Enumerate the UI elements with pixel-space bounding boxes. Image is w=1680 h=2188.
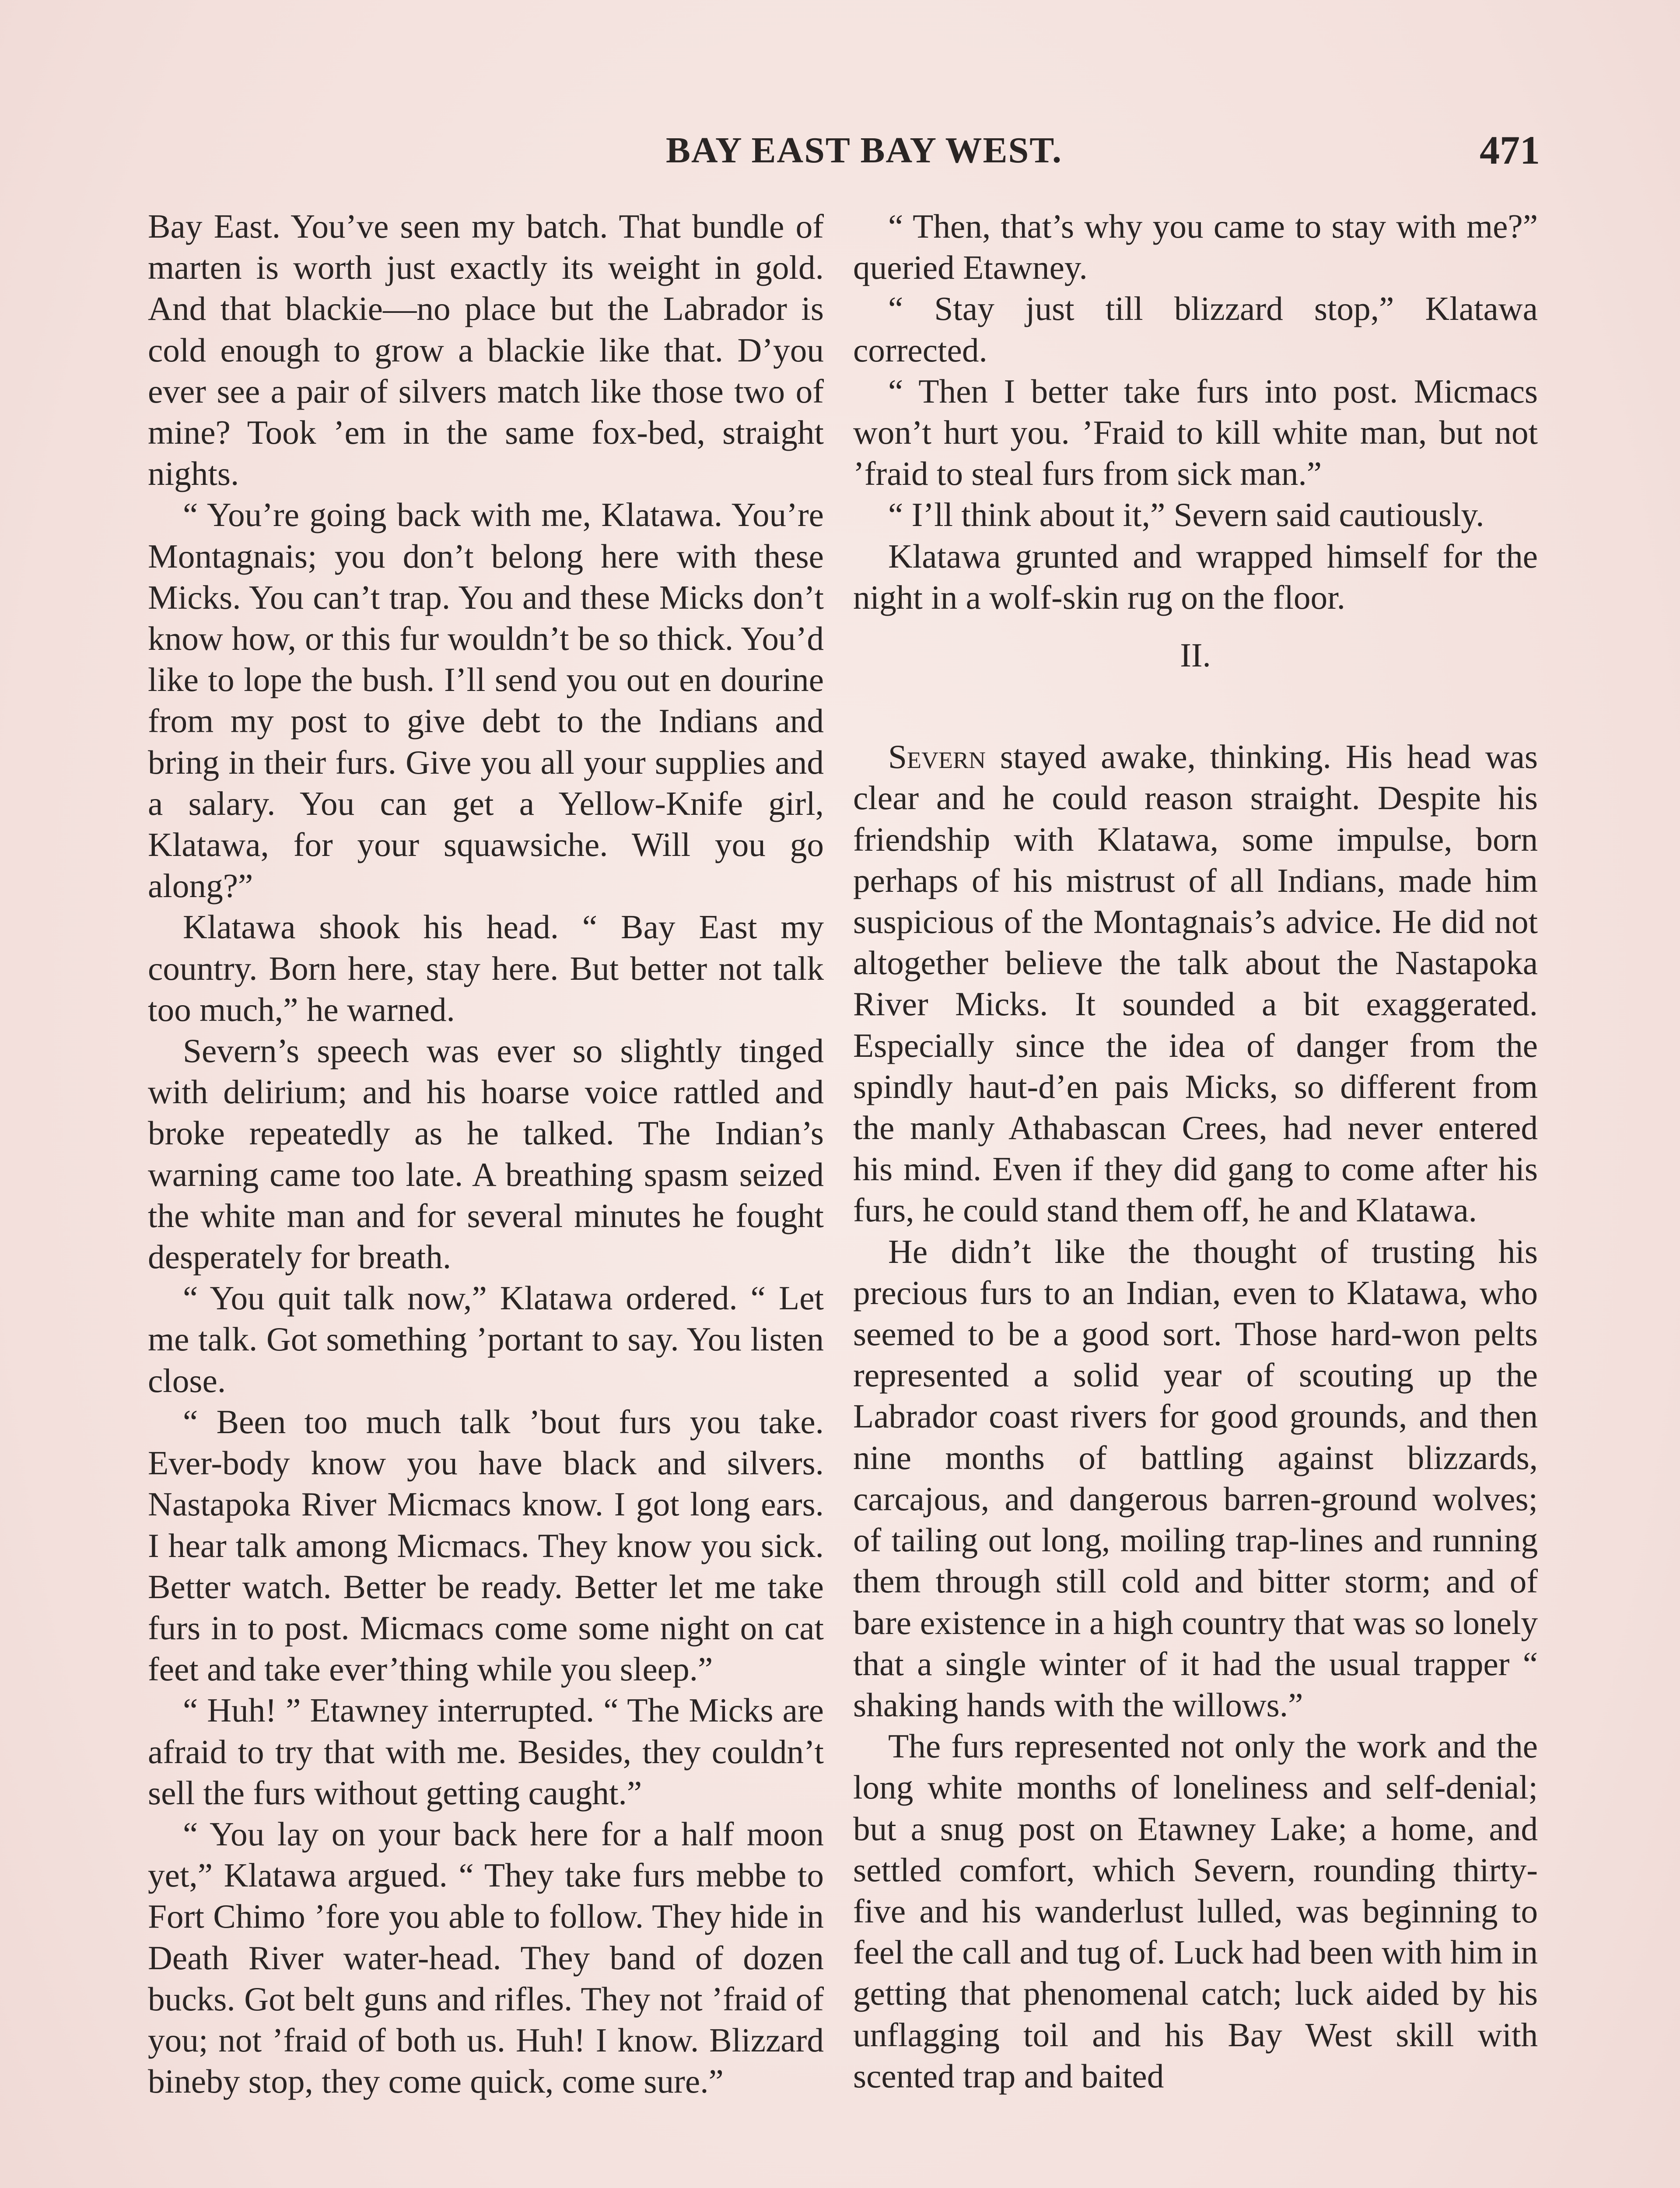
paragraph: Severn’s speech was ever so slightly tinged with delirium; and his hoarse voice rattled and broke repeatedly as he talked. The Indian’s warning came too late. A breathing spasm seized the white man and for several minutes he fought desperately for breath.: [148, 1032, 824, 1276]
paragraph: [853, 736, 1538, 1231]
paragraph: “ You quit talk now,” Klatawa ordered. “ Let me talk. Got something ’portant to say. You listen close.: [148, 1279, 824, 1399]
lead-word: Severn: [888, 738, 986, 776]
paragraph: “ Huh! ” Etawney interrupted. “ The Micks are afraid to try that with me. Besides, they couldn’t sell the furs without getting caught.”: [148, 1691, 824, 1812]
page-number: 471: [1480, 128, 1540, 172]
paragraph: Klatawa shook his head. “ Bay East my country. Born here, stay here. But better not talk too much,” he warned.: [148, 908, 824, 1028]
paragraph: The furs represented not only the work and the long white months of loneliness and self-denial; but a snug post on Etawney Lake; a home, and settled comfort, which Severn, rounding thirty-five and his wanderlust lulled, was beginning to feel the call and tug of. Luck had been with him in getting that phenomenal catch; luck aided by his unflagging toil and his Bay West skill with scented trap and baited: [853, 1727, 1538, 2095]
paragraph: “ Then, that’s why you came to stay with me?” queried Etawney.: [853, 207, 1538, 287]
paragraph: “ You’re going back with me, Klatawa. You’re Montagnais; you don’t belong here with these Micks. You can’t trap. You and these Micks don’t know how, or this fur wouldn’t be so thick. You’d like to lope the bush. I’ll send you out en dourine from my post to give debt to the Indians and bring in their furs. Give you all your supplies and a salary. You can get a Yellow-Knife girl, Klatawa, for your squawsiche. Will you go along?”: [148, 496, 824, 905]
paragraph: “ You lay on your back here for a half moon yet,” Klatawa argued. “ They take furs mebbe to Fort Chimo ’fore you able to follow. They hide in Death River water-head. They band of dozen bucks. Got belt guns and rifles. They not ’fraid of you; not ’fraid of both us. Huh! I know. Blizzard bineby stop, they come quick, come sure.”: [148, 1815, 824, 2100]
paragraph: “ Been too much talk ’bout furs you take. Ever-body know you have black and silvers. Nastapoka River Micmacs know. I got long ears. I hear talk among Micmacs. They know you sick. Better watch. Better be ready. Better let me take furs in to post. Micmacs come some night on cat feet and take ever’thing while you sleep.”: [148, 1403, 824, 1688]
paragraph: Bay East. You’ve seen my batch. That bundle of marten is worth just exactly its weight in gold. And that blackie—no place but the Labrador is cold enough to grow a blackie like that. D’you ever see a pair of silvers match like those two of mine? Took ’em in the same fox-bed, straight nights.: [148, 207, 824, 493]
paragraph: “ Stay just till blizzard stop,” Klatawa corrected.: [853, 290, 1538, 369]
paragraph: “ I’ll think about it,” Severn said cautiously.: [888, 496, 1484, 534]
right-column: [853, 206, 1538, 2097]
paragraph: “ Then I better take furs into post. Micmacs won’t hurt you. ’Fraid to kill white man, but not ’fraid to steal furs from sick man.”: [853, 372, 1538, 493]
running-header: BAY EAST BAY WEST.: [666, 130, 1062, 171]
paragraph: Klatawa grunted and wrapped himself for the night in a wolf-skin rug on the floor.: [853, 537, 1538, 616]
paragraph-text: stayed awake, thinking. His head was clear and he could reason straight. Despite his friendship with Klatawa, some impulse, born perhaps of his mistrust of all Indians, made him suspicious of the Montagnais’s advice. He did not altogether believe the talk about the Nastapoka River Micks. It sounded a bit exaggerated. Especially since the idea of danger from the spindly haut-d’en pais Micks, so different from the manly Athabascan Crees, had never entered his mind. Even if they did gang to come after his furs, he could stand them off, he and Klatawa.: [853, 738, 1538, 1229]
paragraph: He didn’t like the thought of trusting his precious furs to an Indian, even to Klatawa, who seemed to be a good sort. Those hard-won pelts represented a solid year of scouting up the Labrador coast rivers for good grounds, and then nine months of battling against blizzards, carcajous, and dangerous barren-ground wolves; of tailing out long, moiling trap-lines and running them through still cold and bitter storm; and of bare existence in a high country that was so lonely that a single winter of it had the usual trapper “ shaking hands with the willows.”: [853, 1232, 1538, 1724]
section-heading: II.: [1180, 636, 1211, 674]
left-column: [148, 206, 824, 2102]
